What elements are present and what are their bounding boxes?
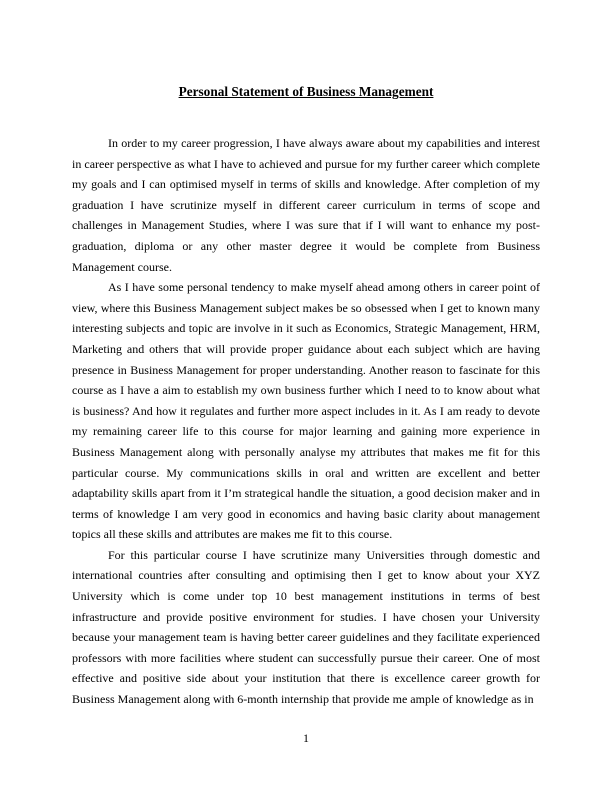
document-title: Personal Statement of Business Management: [178, 84, 434, 99]
paragraph-personal-tendency: As I have some personal tendency to make myself ahead among others in career point of view, where this Business Management subject makes be so obsessed when I get to known many interesting subjects and topic are involve in it such as Economics, Strategic Management, HRM, Marketing and others that will provide proper guidance about each subject which are having presence in Business Management for proper understanding. Another reason to fascinate for this course as I have a aim to establish my own business further which I need to to know about what is business? And how it regulates and further more aspect includes in it. As I am ready to devote my remaining career life to this course for major learning and gaining more experience in Business Management along with personally analyse my attributes that makes me fit for this particular course. My communications skills in oral and written are excellent and better adaptability skills apart from it I’m strategical handle the situation, a good decision maker and in terms of knowledge I am very good in economics and having basic clarity about management topics all these skills and attributes are makes me fit to this course.: [72, 280, 540, 542]
document-body: [72, 133, 540, 710]
paragraph-career-progression: In order to my career progression, I have always aware about my capabilities and interest in career perspective as what I have to achieved and pursue for my further career which complete my goals and I can optimised myself in terms of skills and knowledge. After completion of my graduation I have scrutinize myself in different career curriculum in terms of scope and challenges in Management Studies, where I was sure that if I will want to enhance my post-graduation, diploma or any other master degree it would be complete from Business Management course.: [72, 136, 540, 274]
page-number: 1: [303, 731, 309, 745]
paragraph-university-choice: For this particular course I have scrutinize many Universities through domestic and international countries after consulting and optimising then I get to know about your XYZ University which is come under top 10 best management institutions in terms of best infrastructure and provide positive environment for studies. I have chosen your University because your management team is having better career guidelines and they facilitate experienced professors with more facilities where student can successfully pursue their career. One of most effective and positive side about your institution that there is excellence career growth for Business Management along with 6-month internship that provide me ample of knowledge as in: [72, 547, 540, 707]
